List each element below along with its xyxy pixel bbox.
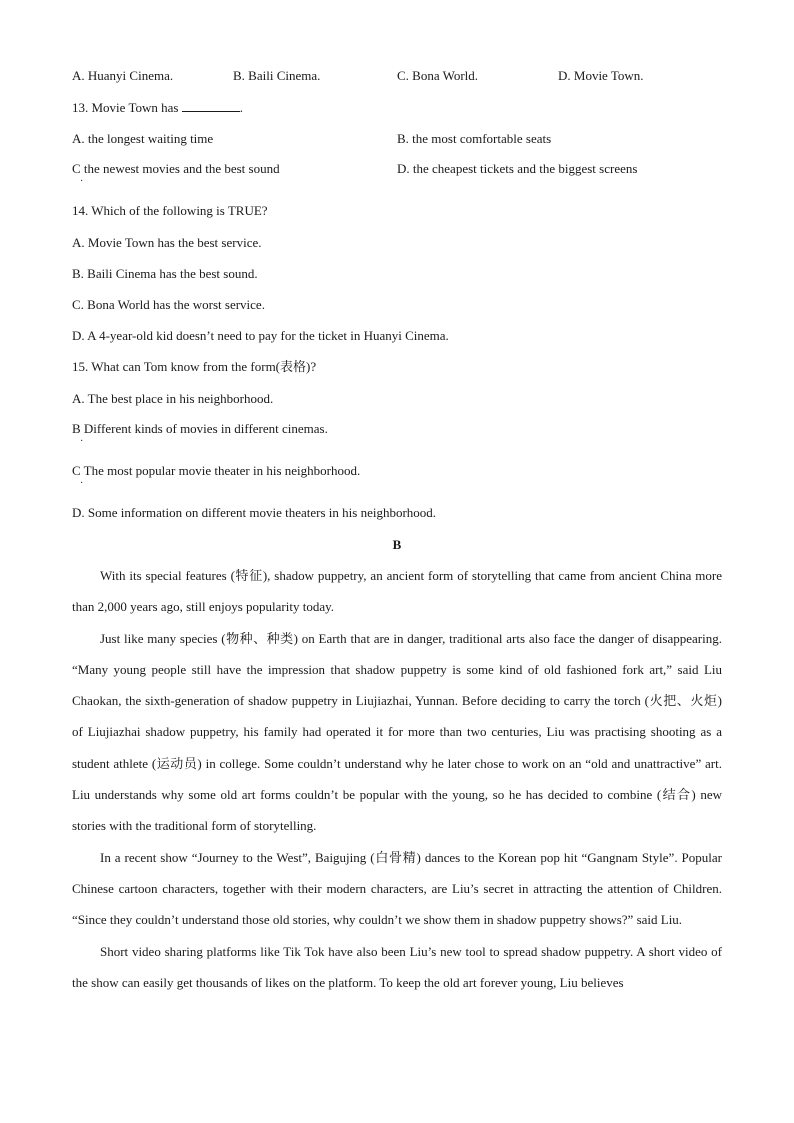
q14-stem: 14. Which of the following is TRUE?	[72, 203, 268, 218]
answer-blank	[182, 99, 240, 112]
q15-stem: 15. What can Tom know from the form(表格)?	[72, 359, 317, 374]
q12-option-a: A. Huanyi Cinema.	[72, 68, 174, 83]
q15-option-a: A. The best place in his neighborhood.	[72, 391, 274, 406]
q13-stem-end: .	[239, 100, 243, 115]
passage-paragraph-3: In a recent show “Journey to the West”, Baigujing (白骨精) dances to the Korean pop hit “Gangnam Style”. Popular Chinese cartoon characters, together with their modern characters, are Liu’s secret in attracting the attention of Children. “Since they couldn’t understand those old stories, why couldn’t we show them in shadow puppetry shows?” said Liu.	[72, 849, 722, 928]
q14-option-a: A. Movie Town has the best service.	[72, 235, 262, 250]
passage-paragraph-4: Short video sharing platforms like Tik Tok have also been Liu’s new tool to spread shadow puppetry. A short video of the show can easily get thousands of likes on the platform. To keep the old art forever young, Liu believes	[72, 943, 722, 990]
option-dot-mark: ·	[80, 436, 84, 447]
q15-option-c: C The most popular movie theater in his neighborhood.	[72, 463, 361, 478]
q13-option-c: C the newest movies and the best sound	[72, 161, 280, 176]
q12-option-d: D. Movie Town.	[558, 68, 644, 83]
q13-option-a: A. the longest waiting time	[72, 131, 214, 146]
section-heading: B	[392, 537, 402, 552]
q14-option-d: D. A 4-year-old kid doesn’t need to pay for the ticket in Huanyi Cinema.	[72, 328, 449, 343]
q15-option-b: B Different kinds of movies in different cinemas.	[72, 421, 328, 436]
q13-stem	[72, 99, 243, 116]
passage-paragraph-1: With its special features (特征), shadow puppetry, an ancient form of storytelling that came from ancient China more than 2,000 years ago, still enjoys popularity today.	[72, 568, 722, 615]
q15-option-d: D. Some information on different movie theaters in his neighborhood.	[72, 505, 437, 520]
q13-option-d: D. the cheapest tickets and the biggest screens	[397, 161, 638, 176]
q13-option-b: B. the most comfortable seats	[397, 131, 552, 146]
q12-option-b: B. Baili Cinema.	[233, 68, 321, 83]
option-dot-mark: ·	[80, 478, 84, 489]
q12-option-c: C. Bona World.	[397, 68, 479, 83]
option-dot-mark: ·	[80, 176, 84, 187]
q14-option-b: B. Baili Cinema has the best sound.	[72, 266, 258, 281]
q14-option-c: C. Bona World has the worst service.	[72, 297, 265, 312]
passage-b	[72, 560, 722, 998]
q13-stem-text: 13. Movie Town has	[72, 100, 179, 115]
passage-paragraph-2: Just like many species (物种、种类) on Earth that are in danger, traditional arts also face the danger of disappearing. “Many young people still have the impression that shadow puppetry is some kind of old fashioned fork art,” said Liu Chaokan, the sixth-generation of shadow puppetry in Liujiazhai, Yunnan. Before deciding to carry the torch (火把、火炬) of Liujiazhai shadow puppetry, his family had operated it for more than two centuries, Liu was practising shooting as a student athlete (运动员) in college. Some couldn’t understand why he later chose to work on an “old and unattractive” art. Liu understands why some old art forms couldn’t be popular with the young, so he has decided to combine (结合) new stories with the traditional form of storytelling.	[72, 630, 722, 834]
